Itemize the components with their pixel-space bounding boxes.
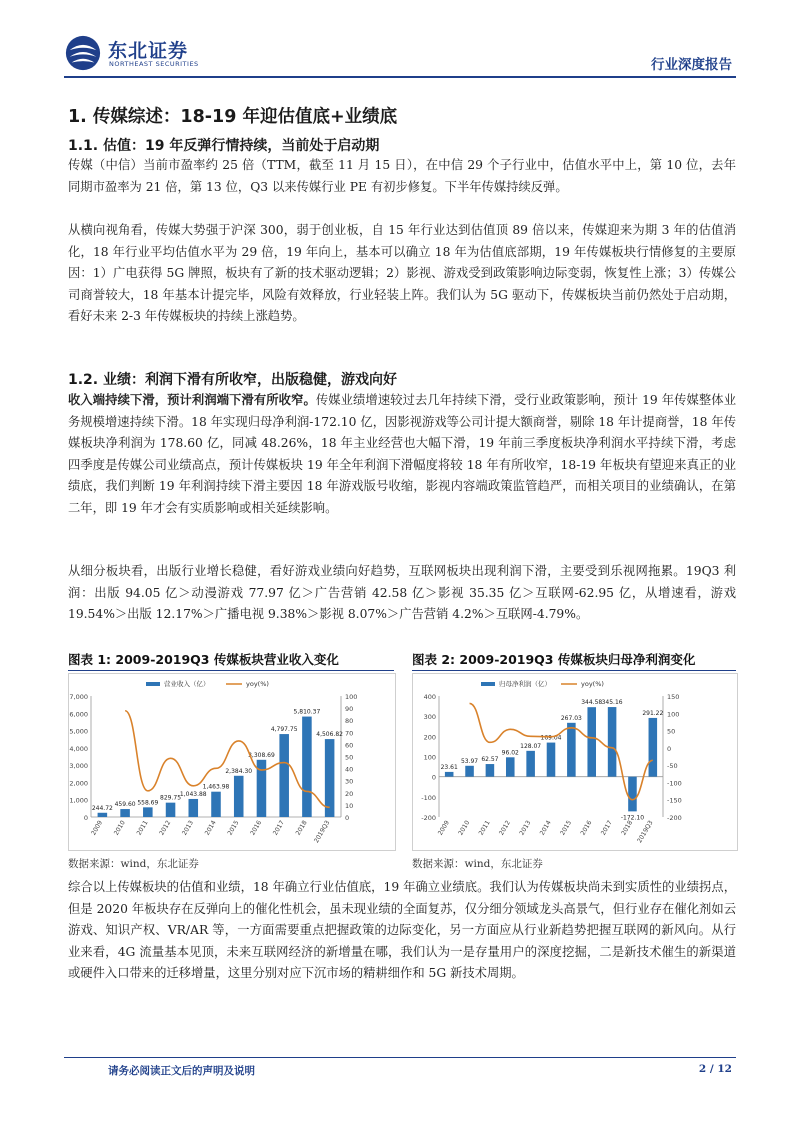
bar-value-label: 558.69 bbox=[137, 799, 159, 807]
figure-2-rule bbox=[412, 670, 736, 671]
bar bbox=[325, 739, 335, 817]
bar bbox=[234, 776, 244, 817]
logo-cn-text: 东北证券 bbox=[108, 40, 189, 62]
bar bbox=[465, 766, 474, 777]
bar bbox=[166, 803, 176, 817]
bar-value-label: 344.58 bbox=[581, 699, 603, 707]
company-logo bbox=[64, 34, 244, 74]
x-tick-label: 2011 bbox=[477, 819, 492, 837]
left-tick-label: 3,000 bbox=[69, 762, 88, 771]
x-tick-label: 2009 bbox=[436, 819, 451, 837]
bar-value-label: 459.60 bbox=[114, 801, 136, 809]
bar bbox=[628, 777, 637, 812]
legend-bar-label: 营业收入（亿） bbox=[164, 680, 210, 688]
figure-1-title: 图表 1: 2009-2019Q3 传媒板块营业收入变化 bbox=[68, 652, 339, 667]
bar bbox=[279, 734, 289, 817]
right-tick-label: -100 bbox=[667, 779, 682, 788]
bar bbox=[189, 799, 199, 817]
left-tick-label: 1,000 bbox=[69, 796, 88, 805]
bar bbox=[120, 809, 130, 817]
x-tick-label: 2013 bbox=[518, 819, 533, 837]
right-tick-label: 10 bbox=[345, 801, 354, 810]
bar bbox=[506, 757, 515, 776]
bar bbox=[98, 813, 108, 817]
bar bbox=[143, 807, 153, 817]
paragraph-valuation-2: 从横向视角看，传媒大势强于沪深 300，弱于创业板，自 15 年行业达到估值顶 89 倍以来，传媒迎来为期 3 年的估值消化，18 年行业平均估值水平为 29 倍，19 年向上，基本可以确立 18 年为估值底部期，19 年传媒板块行情修复的主要原因：1）广电获得 5G 牌照，板块有了新的技术驱动逻辑；2）影视、游戏受到政策影响边际变弱，恢复性上涨；3）传媒公司商誉较大，18 年基本计提完毕，风险有效释放，行业轻装上阵。我们认为 5G 驱动下，传媒板块当前仍然处于启动期，看好未来 2-3 年传媒板块的持续上涨趋势。 bbox=[68, 223, 736, 324]
footer-divider bbox=[64, 1057, 736, 1058]
bar-value-label: 5,810.37 bbox=[293, 708, 321, 716]
bar-value-label: 1,463.98 bbox=[202, 783, 230, 791]
footer-disclaimer: 请务必阅读正文后的声明及说明 bbox=[108, 1065, 255, 1077]
bar-value-label: 244.72 bbox=[91, 804, 113, 812]
x-tick-label: 2010 bbox=[457, 819, 472, 837]
bar-value-label: 62.57 bbox=[481, 756, 499, 764]
bar bbox=[587, 707, 596, 776]
bar-value-label: 4,797.75 bbox=[270, 726, 298, 734]
x-tick-label: 2011 bbox=[135, 819, 150, 837]
left-tick-label: 5,000 bbox=[69, 727, 88, 736]
legend-bar-label: 归母净利润（亿） bbox=[499, 680, 551, 688]
bar bbox=[526, 751, 535, 777]
paragraph-valuation-1: 传媒（中信）当前市盈率约 25 倍（TTM，截至 11 月 15 日），在中信 29 个子行业中，估值水平中上，第 10 位，去年同期市盈率为 21 倍，第 13 位，Q3 以来传媒行业 PE 有初步修复。下半年传媒持续反弹。 bbox=[68, 158, 736, 194]
bar bbox=[547, 743, 556, 777]
figure-2-chart bbox=[412, 673, 738, 851]
x-tick-label: 2012 bbox=[158, 819, 173, 837]
paragraph-lead-bold: 收入端持续下滑，预计利润端下滑有所收窄。 bbox=[68, 392, 316, 407]
logo-mark-icon bbox=[64, 34, 102, 72]
bar-value-label: 829.75 bbox=[160, 794, 182, 802]
right-tick-label: -50 bbox=[667, 762, 678, 771]
right-tick-label: 40 bbox=[345, 765, 354, 774]
right-tick-label: 70 bbox=[345, 729, 354, 738]
left-tick-label: -200 bbox=[421, 814, 436, 822]
paragraph-performance-1 bbox=[68, 389, 736, 520]
right-tick-label: 90 bbox=[345, 705, 354, 714]
yoy-line bbox=[125, 708, 330, 808]
section-1-1-title: 1.1. 估值：19 年反弹行情持续，当前处于启动期 bbox=[68, 138, 380, 154]
x-tick-label: 2018 bbox=[294, 819, 309, 837]
left-tick-label: 400 bbox=[423, 693, 436, 701]
x-tick-label: 2015 bbox=[226, 819, 241, 837]
header-divider bbox=[64, 76, 736, 78]
bar-value-label: 4,506.82 bbox=[316, 731, 343, 739]
right-tick-label: 20 bbox=[345, 789, 354, 798]
right-tick-label: 150 bbox=[667, 693, 680, 701]
figure-1-rule bbox=[68, 670, 394, 671]
bar-value-label: 53.97 bbox=[460, 757, 479, 765]
left-tick-label: -100 bbox=[421, 793, 436, 802]
right-tick-label: -200 bbox=[667, 814, 682, 822]
bar bbox=[445, 772, 454, 777]
x-tick-label: 2016 bbox=[249, 819, 264, 837]
figure-1-chart bbox=[68, 673, 396, 851]
left-tick-label: 2,000 bbox=[69, 779, 88, 788]
x-tick-label: 2014 bbox=[203, 819, 218, 837]
profit-chart bbox=[413, 674, 737, 850]
left-tick-label: 0 bbox=[431, 773, 436, 782]
bar-value-label: 169.04 bbox=[540, 734, 562, 742]
paragraph-performance-2: 从细分板块看，出版行业增长稳健，看好游戏业绩向好趋势，互联网板块出现利润下滑，主要受到乐视网拖累。19Q3 利润：出版 94.05 亿＞动漫游戏 77.97 亿＞广告营销 42.58 亿＞影视 35.35 亿＞互联网-62.95 亿，从增速看，游戏 19.54%＞出版 12.17%＞广播电视 9.38%＞影视 8.07%＞广告营销 4.2%＞互联网-4.79%。 bbox=[68, 564, 736, 622]
logo-en-text: NORTHEAST SECURITIES bbox=[109, 60, 199, 68]
bar-value-label: 3,308.69 bbox=[248, 751, 275, 759]
bar-value-label: 2,384.30 bbox=[225, 767, 253, 775]
bar bbox=[608, 707, 617, 777]
revenue-chart bbox=[69, 674, 395, 850]
report-type: 行业深度报告 bbox=[651, 57, 732, 73]
figure-1-source: 数据来源：wind，东北证券 bbox=[68, 858, 199, 870]
bar-value-label: 1,043.88 bbox=[179, 790, 207, 798]
bar-value-label: 267.03 bbox=[560, 714, 582, 722]
x-tick-label: 2019Q3 bbox=[636, 819, 655, 845]
bar-value-label: 291.22 bbox=[642, 709, 664, 717]
bar bbox=[302, 717, 312, 817]
right-tick-label: 60 bbox=[345, 741, 354, 750]
paragraph-performance-1-body: 传媒业绩增速较过去几年持续下滑，受行业政策影响，预计 19 年传媒整体业务规模增速持续下滑。18 年实现归母净利润-172.10 亿，因影视游戏等公司计提大额商誉，剔除 18 年计提商誉，18 年传媒板块净利润为 178.60 亿，同减 48.26%，18 年主业经营也大幅下滑，19 年前三季度板块净利润水平持续下滑，考虑四季度是传媒公司业绩高点，预计传媒板块 19 年全年利润下滑幅度将较 18 年有所收窄，18-19 年板块有望迎来真正的业绩底，我们判断 19 年利润持续下滑主要因 18 年游戏版号收缩，影视内容端政策监管趋严，而相关项目的业绩确认，在第二年，即 19 年才会有实质影响或相关延续影响。 bbox=[68, 393, 736, 515]
x-tick-label: 2019Q3 bbox=[313, 819, 332, 845]
bar bbox=[567, 723, 576, 777]
legend-bar-swatch bbox=[146, 682, 160, 686]
left-tick-label: 300 bbox=[423, 713, 436, 722]
bar bbox=[486, 764, 495, 777]
left-tick-label: 7,000 bbox=[69, 693, 88, 701]
right-tick-label: 50 bbox=[667, 727, 676, 736]
right-tick-label: 80 bbox=[345, 717, 354, 726]
left-tick-label: 200 bbox=[423, 733, 436, 742]
right-tick-label: 50 bbox=[345, 753, 354, 762]
section-1-2-title: 1.2. 业绩：利润下滑有所收窄，出版稳健，游戏向好 bbox=[68, 372, 397, 388]
right-tick-label: 0 bbox=[345, 814, 350, 822]
x-tick-label: 2015 bbox=[559, 819, 574, 837]
figure-2-source: 数据来源：wind，东北证券 bbox=[412, 858, 543, 870]
bar-value-label: 128.07 bbox=[520, 742, 542, 750]
legend-line-label: yoy(%) bbox=[581, 680, 604, 688]
x-tick-label: 2013 bbox=[181, 819, 196, 837]
x-tick-label: 2012 bbox=[498, 819, 513, 837]
right-tick-label: -150 bbox=[667, 796, 682, 805]
page-number: 2 / 12 bbox=[698, 1063, 732, 1075]
bar-value-label: 96.02 bbox=[501, 749, 519, 757]
right-tick-label: 100 bbox=[667, 710, 680, 719]
bar-value-label: -172.10 bbox=[620, 814, 645, 822]
bar bbox=[211, 792, 221, 817]
bar bbox=[649, 718, 658, 777]
figure-2-title: 图表 2: 2009-2019Q3 传媒板块归母净利润变化 bbox=[412, 652, 696, 667]
section-1-title: 1. 传媒综述：18-19 年迎估值底+业绩底 bbox=[68, 107, 398, 127]
x-tick-label: 2017 bbox=[271, 819, 286, 837]
legend-line-label: yoy(%) bbox=[246, 680, 269, 688]
right-tick-label: 100 bbox=[345, 693, 358, 701]
left-tick-label: 100 bbox=[423, 753, 436, 762]
bar-value-label: 345.16 bbox=[601, 699, 623, 707]
legend-bar-swatch bbox=[481, 682, 495, 686]
bar-value-label: 23.61 bbox=[440, 763, 458, 771]
x-tick-label: 2017 bbox=[599, 819, 614, 837]
x-tick-label: 2016 bbox=[579, 819, 594, 837]
x-tick-label: 2014 bbox=[538, 819, 553, 837]
left-tick-label: 4,000 bbox=[69, 744, 88, 753]
x-tick-label: 2018 bbox=[620, 819, 635, 837]
left-tick-label: 0 bbox=[83, 814, 88, 822]
left-tick-label: 6,000 bbox=[69, 710, 88, 719]
x-tick-label: 2009 bbox=[90, 819, 105, 837]
paragraph-conclusion: 综合以上传媒板块的估值和业绩，18 年确立行业估值底，19 年确立业绩底。我们认为传媒板块尚未到实质性的业绩拐点，但是 2020 年板块存在反弹向上的催化性机会，虽未现业绩的全面复苏，仅分细分领域龙头高景气，但行业存在催化剂如云游戏、知识产权、VR/AR 等，一方面需要重点把握政策的边际变化，另一方面应从行业新趋势把握互联网的新风向。从行业来看，4G 流量基本见顶，未来互联网经济的新增量在哪，我们认为一是存量用户的深度挖掘，二是新技术催生的新渠道或硬件入口带来的迁移增量，这里分别对应下沉市场的精耕细作和 5G 新技术周期。 bbox=[68, 880, 736, 981]
right-tick-label: 30 bbox=[345, 777, 354, 786]
x-tick-label: 2010 bbox=[112, 819, 127, 837]
right-tick-label: 0 bbox=[667, 744, 672, 753]
